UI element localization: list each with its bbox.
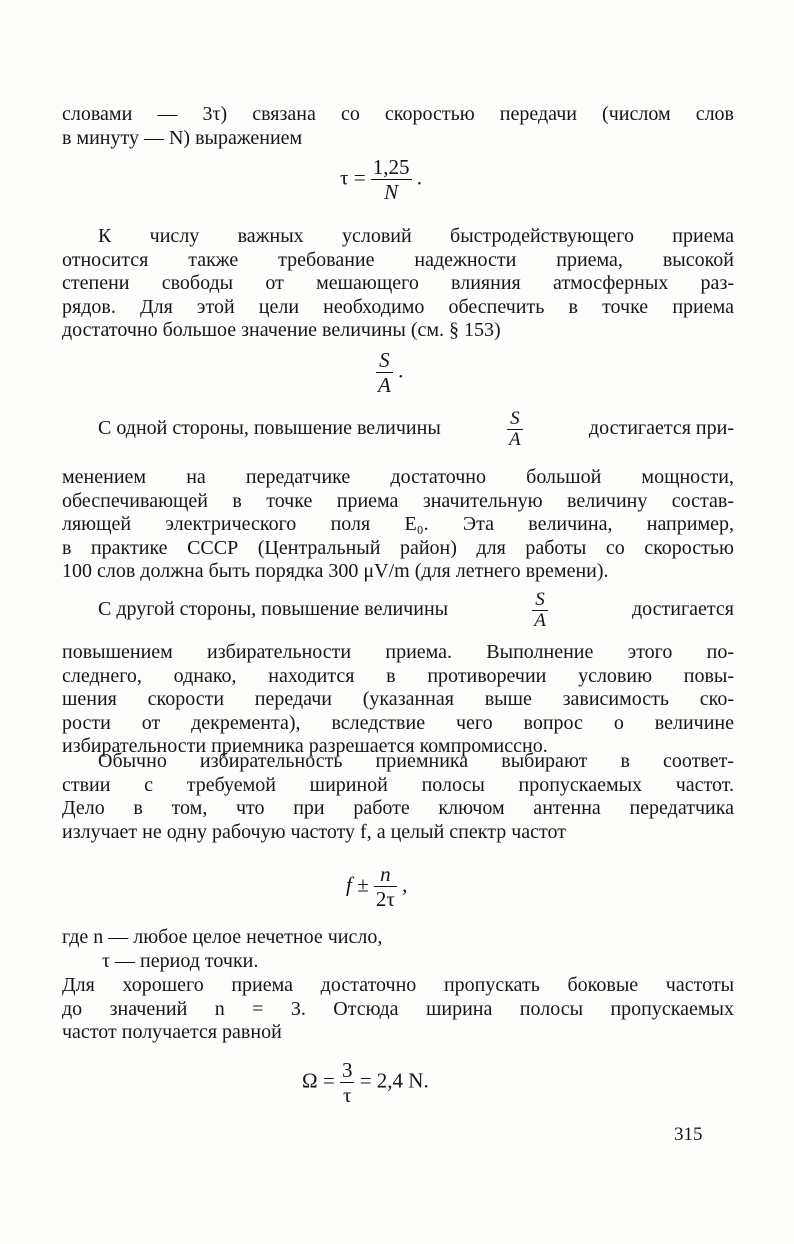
text-line: Обычно избирательность приемника выбирают в соответ- [98,750,734,772]
text-line: повышением избирательности приема. Выполнение этого по- [62,641,734,663]
definitions [62,926,734,973]
paragraph-bandwidth [62,750,734,844]
equation-tau [340,155,422,204]
paragraph-reliability [62,225,734,343]
text-line: в минуту — N) выражением [62,126,303,149]
text-fragment: достигается [631,598,734,621]
fraction-numerator: n [374,862,397,887]
text-line: ляющей электрического поля E₀. Эта величина, например, [62,513,734,535]
definition-n: где n — любое целое нечетное число, [62,926,383,948]
text-line: словами — 3τ) связана со скоростью передачи (числом слов [62,103,734,125]
paragraph-selectivity [62,587,734,759]
text-line: следнего, однако, находится в противоречии условию повы- [62,664,734,687]
fraction-numerator: 1,25 [372,155,410,179]
fraction [371,155,412,204]
text-line-with-fraction [62,587,734,633]
text-fragment: С другой стороны, повышение величины [98,598,449,621]
text-line: 100 слов должна быть порядка 300 μV/m (для летнего времени). [62,560,609,582]
fraction-denominator: A [378,373,391,397]
equation-lhs: f ± [346,872,369,897]
text-line: ствии с требуемой шириной полосы пропускаемых частот. [62,773,734,796]
equation-s-over-a [376,348,403,397]
fraction [376,348,393,397]
text-fragment: С одной стороны, повышение величины [98,417,441,440]
fraction-denominator: N [384,180,399,204]
fraction [374,862,397,911]
text-line: обеспечивающей в точке приема значительную величину состав- [62,489,734,512]
equation-spectrum [346,862,407,911]
text-line: степени свободы от мешающего влияния атмосферных раз- [62,272,734,294]
text-line: относится также требование надежности приема, высокой [62,248,734,271]
text-line-with-fraction [62,406,734,452]
inline-fraction [532,590,548,631]
equation-tail: . [398,358,404,383]
fraction [340,1058,355,1107]
paragraph-good-reception [62,974,734,1045]
text-line: К числу важных условий быстродействующего приема [98,225,734,247]
fraction-denominator: A [534,609,546,631]
equation-lhs: τ = [340,165,366,190]
text-line: Для хорошего приема достаточно пропускать боковые частоты [62,974,734,996]
fraction-numerator: S [507,409,523,430]
definition-tau: τ — период точки. [102,949,259,972]
text-line: шения скорости передачи (указанная выше зависимость ско- [62,688,734,710]
text-line: в практике СССР (Центральный район) для работы со скоростью [62,536,734,559]
text-line: частот получается равной [62,1021,282,1043]
inline-fraction [507,409,523,450]
fraction-denominator: 2τ [375,887,395,911]
text-line: рости от декремента), вследствие чего вопрос о величине [62,711,734,734]
equation-lhs: Ω = [302,1068,335,1093]
text-line: Дело в том, что при работе ключом антенна передатчика [62,797,734,819]
text-line: менением на передатчике достаточно большой мощности, [62,466,734,488]
equation-tail: , [402,872,408,897]
text-line: до значений n = 3. Отсюда ширина полосы пропускаемых [62,997,734,1020]
fraction-denominator: τ [342,1083,352,1107]
paragraph-intro [62,103,734,150]
fraction-denominator: A [509,428,521,450]
text-line: рядов. Для этой цели необходимо обеспечить в точке приема [62,295,734,318]
page-number: 315 [674,1124,703,1145]
equation-tail: . [416,165,423,190]
text-line: излучает не одну рабочую частоту f, а целый спектр частот [62,820,566,843]
fraction-numerator: S [376,348,393,373]
paragraph-power [62,406,734,584]
equation-rhs: = 2,4 N. [359,1068,429,1093]
text-fragment: достигается при- [588,417,734,440]
fraction-numerator: 3 [341,1058,353,1082]
equation-bandwidth [302,1058,429,1107]
text-line: избирательности приемника разрешается компромиссно. [62,735,548,757]
fraction-numerator: S [532,590,548,611]
text-line: достаточно большое значение величины (см. § 153) [62,319,501,341]
